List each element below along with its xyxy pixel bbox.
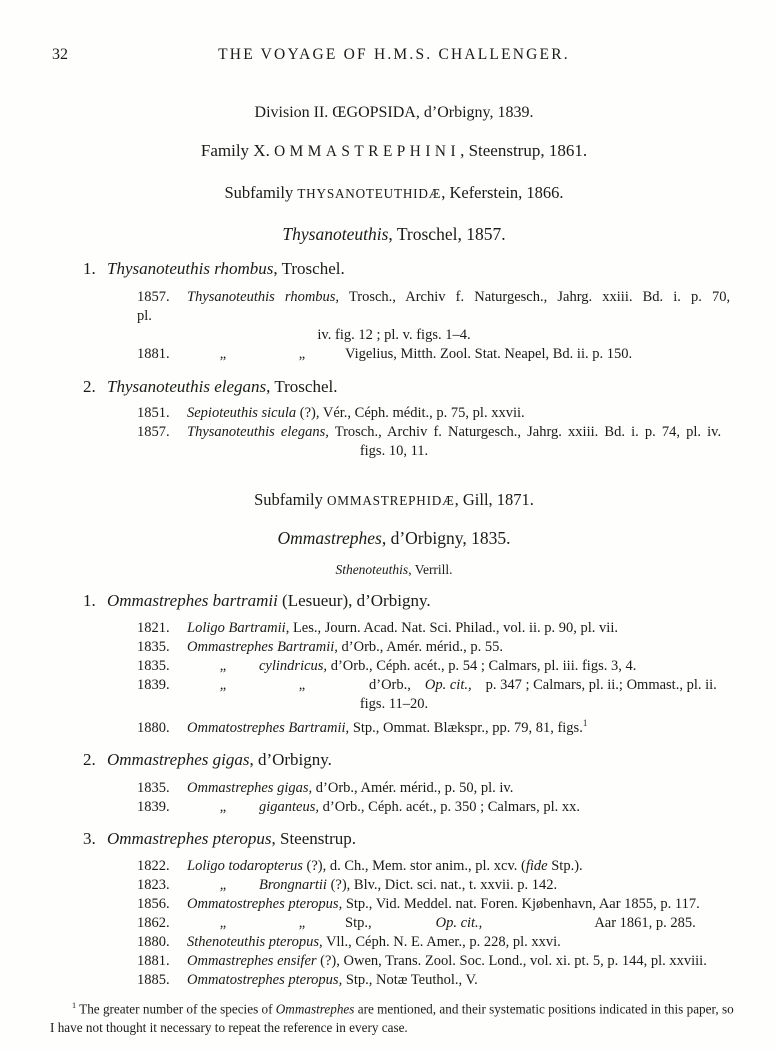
reference-continuation: figs. 11–20.	[359, 696, 429, 712]
reference-line: 1881. Ommastrephes ensifer (?), Owen, Trans. Zool. Soc. Lond., vol. xi. pt. 5, p. 144, pl. xxviii.	[137, 952, 707, 969]
reference-line: 1881. „ „ Vigelius, Mitth. Zool. Stat. Neapel, Bd. ii. p. 150.	[137, 346, 633, 362]
footnote: $^1$ The greater number of the species of Ommastrephes are mentioned, and their systematic positions indicated in this paper, so I have not thought it necessary to repeat the reference in every case.	[50, 1000, 734, 1036]
family-heading: Family X. OMMASTREPHINI, Steenstrup, 1861.	[200, 141, 588, 160]
reference-line: 1856. Ommatostrephes pteropus, Stp., Vid. Meddel. nat. Foren. Kjøbenhavn, Aar 1855, p. 117.	[137, 895, 700, 912]
running-head	[50, 46, 738, 66]
species-heading-elegans	[83, 376, 738, 398]
reference-line: 1880. Sthenoteuthis pteropus, Vll., Céph. N. E. Amer., p. 228, pl. xxvi.	[137, 933, 561, 950]
reference-line: 1822. Loligo todaropterus (?), d. Ch., Mem. stor anim., pl. xcv. (fide Stp.).	[137, 857, 583, 874]
reference-line: 1823. „ Brongnartii (?), Blv., Dict. sci. nat., t. xxvii. p. 142.	[137, 876, 558, 893]
species-title: Ommastrephes pteropus, Steenstrup.	[107, 828, 357, 848]
reference-continuation: iv. fig. 12 ; pl. v. figs. 1–4.	[317, 327, 471, 343]
species-title: Ommastrephes gigas, d’Orbigny.	[107, 749, 332, 769]
species-title: Thysanoteuthis elegans, Troschel.	[107, 377, 338, 396]
reference-line: 1839. „ „ d’Orb., Op. cit., p. 347 ; Calmars, pl. ii.; Ommast., pl. ii.	[137, 677, 717, 693]
species-heading-rhombus	[83, 258, 738, 280]
species-title: Ommastrephes bartramii (Lesueur), d’Orbigny.	[107, 591, 431, 610]
page-number: 32	[52, 46, 68, 63]
reference-line: 1880. Ommatostrephes Bartramii, Stp., Ommat. Blækspr., pp. 79, 81, figs.$^1$	[137, 718, 588, 736]
division-heading: Division II. ŒGOPSIDA, d’Orbigny, 1839.	[254, 104, 534, 121]
species-number: 2.	[83, 749, 96, 769]
species-heading-bartramii	[83, 590, 738, 612]
reference-line: 1821. Loligo Bartramii, Les., Journ. Acad. Nat. Sci. Philad., vol. ii. p. 90, pl. vii.	[137, 620, 618, 636]
genus-synonym-sthenoteuthis: Sthenoteuthis, Verrill.	[335, 562, 453, 577]
reference-line: 1857. Thysanoteuthis rhombus, Trosch., Archiv f. Naturgesch., Jahrg. xxiii. Bd. i. p. 70, pl.	[137, 289, 731, 324]
species-heading-pteropus	[83, 828, 738, 850]
running-title: THE VOYAGE OF H.M.S. CHALLENGER.	[218, 46, 570, 63]
species-number: 2.	[83, 377, 96, 396]
species-number: 3.	[83, 828, 96, 848]
subfamily-heading-ommastrephidae: Subfamily OMMASTREPHIDÆ, Gill, 1871.	[254, 490, 534, 509]
subfamily-heading-thysanoteuthidae: Subfamily THYSANOTEUTHIDÆ, Keferstein, 1866.	[224, 183, 564, 202]
species-heading-gigas	[83, 749, 738, 771]
reference-line: 1835. „ cylindricus, d’Orb., Céph. acét., p. 54 ; Calmars, pl. iii. figs. 3, 4.	[137, 658, 637, 674]
reference-line: 1839. „ giganteus, d’Orb., Céph. acét., p. 350 ; Calmars, pl. xx.	[137, 798, 580, 815]
genus-heading-ommastrephes: Ommastrephes, d’Orbigny, 1835.	[277, 528, 511, 548]
reference-line: 1885. Ommatostrephes pteropus, Stp., Notæ Teuthol., V.	[137, 971, 478, 988]
reference-line: 1835. Ommastrephes gigas, d’Orb., Amér. mérid., p. 50, pl. iv.	[137, 779, 514, 796]
reference-line: 1862. „ „ Stp., Op. cit., Aar 1861, p. 285.	[137, 914, 696, 931]
species-title: Thysanoteuthis rhombus, Troschel.	[107, 259, 345, 278]
genus-heading-thysanoteuthis: Thysanoteuthis, Troschel, 1857.	[282, 224, 506, 244]
reference-line: 1835. Ommastrephes Bartramii, d’Orb., Amér. mérid., p. 55.	[137, 639, 504, 655]
species-number: 1.	[83, 591, 96, 610]
reference-line: 1857. Thysanoteuthis elegans, Trosch., Archiv f. Naturgesch., Jahrg. xxiii. Bd. i. p. 74, pl. iv.	[137, 424, 722, 440]
species-number: 1.	[83, 259, 96, 278]
reference-line: 1851. Sepioteuthis sicula (?), Vér., Céph. médit., p. 75, pl. xxvii.	[137, 405, 525, 421]
reference-continuation: figs. 10, 11.	[359, 443, 429, 459]
